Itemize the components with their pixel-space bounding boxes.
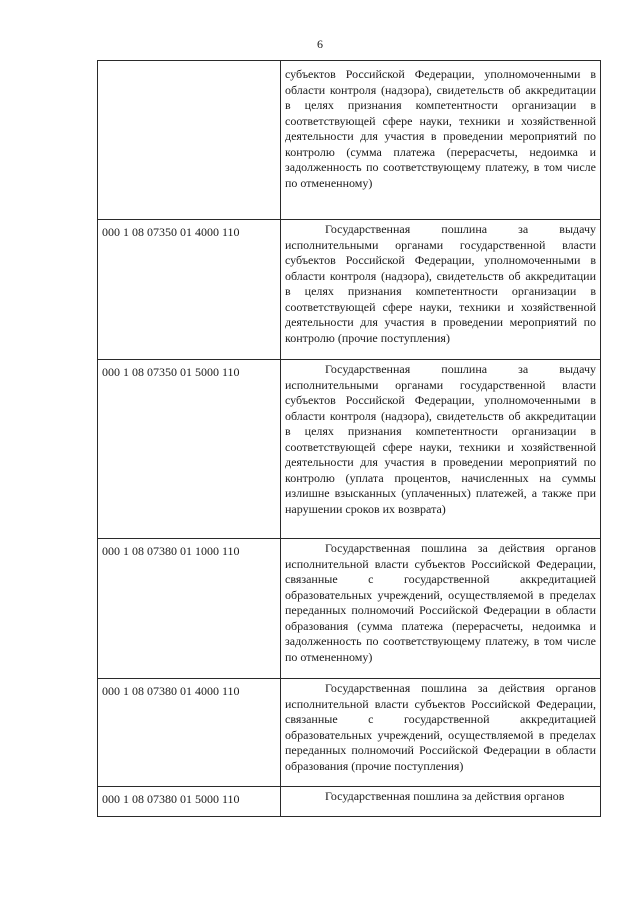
table-row (98, 539, 601, 679)
budget-code-cell (98, 61, 281, 220)
description-cell: Государственная пошлина за действия органов исполнительной власти субъектов Российской Федерации, связанные с государственной аккредитацией образовательных учреждений, осуществляемой в пределах переданных полномочий Российской Федерации в области образования (сумма платежа (перерасчеты, недоимка и задолженность по соответствующему платежу, в том числе по отмененному) (281, 539, 601, 679)
description-cell: Государственная пошлина за действия органов исполнительной власти субъектов Российской Федерации, связанные с государственной аккредитацией образовательных учреждений, осуществляемой в пределах переданных полномочий Российской Федерации в области образования (прочие поступления) (281, 679, 601, 787)
budget-code-cell: 000 1 08 07350 01 4000 110 (98, 220, 281, 360)
budget-code-cell: 000 1 08 07380 01 5000 110 (98, 787, 281, 817)
table-row (98, 679, 601, 787)
description-cell: субъектов Российской Федерации, уполномоченными в области контроля (надзора), свидетельств об аккредитации в целях признания компетентности организации в соответствующей сфере науки, техники и хозяйственной деятельности для участия в проведении мероприятий по контролю (сумма платежа (перерасчеты, недоимка и задолженность по соответствующему платежу, в том числе по отмененному) (281, 61, 601, 220)
table-row (98, 787, 601, 817)
table-row (98, 360, 601, 539)
page-number: 6 (317, 37, 323, 51)
budget-codes-table (97, 60, 601, 817)
table-row (98, 61, 601, 220)
budget-code-cell: 000 1 08 07380 01 4000 110 (98, 679, 281, 787)
description-cell: Государственная пошлина за выдачу исполнительными органами государственной власти субъектов Российской Федерации, уполномоченными в области контроля (надзора), свидетельств об аккредитации в целях признания компетентности организации в соответствующей сфере науки, техники и хозяйственной деятельности для участия в проведении мероприятий по контролю (прочие поступления) (281, 220, 601, 360)
description-cell: Государственная пошлина за выдачу исполнительными органами государственной власти субъектов Российской Федерации, уполномоченными в области контроля (надзора), свидетельств об аккредитации в целях признания компетентности организации в соответствующей сфере науки, техники и хозяйственной деятельности для участия в проведении мероприятий по контролю (уплата процентов, начисленных на суммы излишне взысканных (уплаченных) платежей, а также при нарушении сроков их возврата) (281, 360, 601, 539)
budget-code-cell: 000 1 08 07350 01 5000 110 (98, 360, 281, 539)
budget-code-cell: 000 1 08 07380 01 1000 110 (98, 539, 281, 679)
table-row (98, 220, 601, 360)
description-cell: Государственная пошлина за действия органов (281, 787, 601, 817)
